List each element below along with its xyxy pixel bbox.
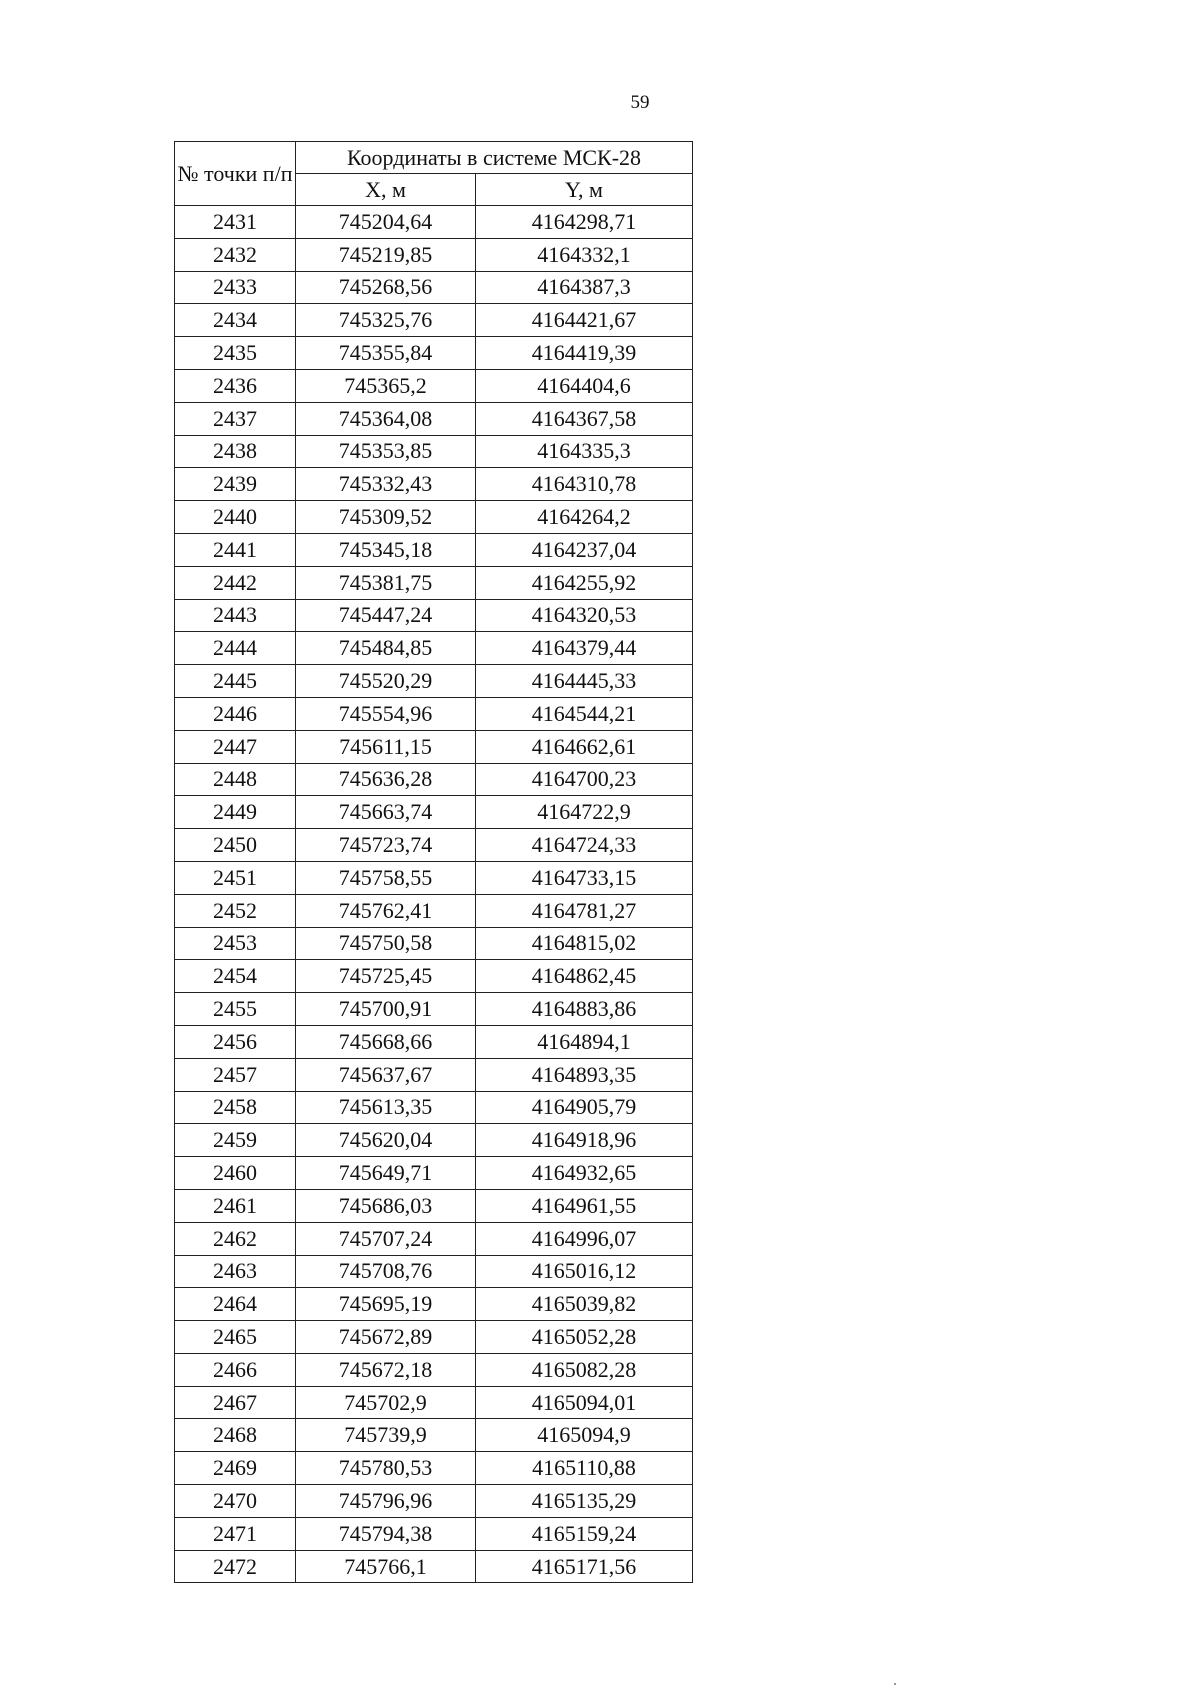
point-number-cell: 2461 — [175, 1189, 296, 1222]
y-coordinate-cell: 4165110,88 — [476, 1452, 693, 1485]
y-coordinate-cell: 4164237,04 — [476, 533, 693, 566]
table-row — [175, 1222, 693, 1255]
x-coordinate-cell: 745796,96 — [296, 1485, 476, 1518]
y-coordinate-cell: 4165082,28 — [476, 1353, 693, 1386]
y-coordinate-cell: 4164862,45 — [476, 960, 693, 993]
x-coordinate-cell: 745364,08 — [296, 402, 476, 435]
point-number-cell: 2450 — [175, 829, 296, 862]
table-row — [175, 632, 693, 665]
x-coordinate-cell: 745620,04 — [296, 1124, 476, 1157]
x-column-header: X, м — [296, 174, 476, 206]
point-number-cell: 2454 — [175, 960, 296, 993]
y-coordinate-cell: 4165039,82 — [476, 1288, 693, 1321]
table-row — [175, 1091, 693, 1124]
point-number-cell: 2460 — [175, 1157, 296, 1190]
y-coordinate-cell: 4164320,53 — [476, 599, 693, 632]
point-number-cell: 2467 — [175, 1386, 296, 1419]
y-coordinate-cell: 4164724,33 — [476, 829, 693, 862]
table-row — [175, 271, 693, 304]
y-coordinate-cell: 4164894,1 — [476, 1025, 693, 1058]
y-coordinate-cell: 4164445,33 — [476, 665, 693, 698]
table-row — [175, 206, 693, 239]
y-coordinate-cell: 4164781,27 — [476, 894, 693, 927]
y-coordinate-cell: 4164298,71 — [476, 206, 693, 239]
table-row — [175, 927, 693, 960]
point-number-cell: 2465 — [175, 1321, 296, 1354]
x-coordinate-cell: 745762,41 — [296, 894, 476, 927]
point-number-cell: 2471 — [175, 1517, 296, 1550]
table-row — [175, 1419, 693, 1452]
point-number-cell: 2452 — [175, 894, 296, 927]
table-row — [175, 369, 693, 402]
x-coordinate-cell: 745636,28 — [296, 763, 476, 796]
y-coordinate-cell: 4164733,15 — [476, 861, 693, 894]
point-number-cell: 2440 — [175, 501, 296, 534]
y-coordinate-cell: 4165135,29 — [476, 1485, 693, 1518]
point-number-cell: 2451 — [175, 861, 296, 894]
table-row — [175, 533, 693, 566]
x-coordinate-cell: 745353,85 — [296, 435, 476, 468]
y-coordinate-cell: 4165159,24 — [476, 1517, 693, 1550]
table-header-row — [175, 142, 693, 174]
x-coordinate-cell: 745663,74 — [296, 796, 476, 829]
table-row — [175, 861, 693, 894]
table-row — [175, 1058, 693, 1091]
point-number-cell: 2445 — [175, 665, 296, 698]
x-coordinate-cell: 745484,85 — [296, 632, 476, 665]
y-coordinate-cell: 4164662,61 — [476, 730, 693, 763]
x-coordinate-cell: 745268,56 — [296, 271, 476, 304]
y-coordinate-cell: 4164544,21 — [476, 697, 693, 730]
y-coordinate-cell: 4164255,92 — [476, 566, 693, 599]
table-row — [175, 468, 693, 501]
point-number-cell: 2455 — [175, 993, 296, 1026]
y-coordinate-cell: 4164310,78 — [476, 468, 693, 501]
table-row — [175, 1321, 693, 1354]
x-coordinate-cell: 745325,76 — [296, 304, 476, 337]
table-row — [175, 435, 693, 468]
point-number-cell: 2448 — [175, 763, 296, 796]
point-number-cell: 2449 — [175, 796, 296, 829]
x-coordinate-cell: 745219,85 — [296, 238, 476, 271]
y-coordinate-cell: 4164335,3 — [476, 435, 693, 468]
point-number-cell: 2442 — [175, 566, 296, 599]
table-row — [175, 1517, 693, 1550]
x-coordinate-cell: 745758,55 — [296, 861, 476, 894]
point-number-cell: 2437 — [175, 402, 296, 435]
x-coordinate-cell: 745649,71 — [296, 1157, 476, 1190]
x-coordinate-cell: 745686,03 — [296, 1189, 476, 1222]
point-number-cell: 2432 — [175, 238, 296, 271]
y-coordinate-cell: 4164332,1 — [476, 238, 693, 271]
table-row — [175, 665, 693, 698]
table-row — [175, 796, 693, 829]
x-coordinate-cell: 745554,96 — [296, 697, 476, 730]
coordinates-table — [174, 141, 693, 1583]
table-row — [175, 1157, 693, 1190]
y-coordinate-cell: 4164367,58 — [476, 402, 693, 435]
x-coordinate-cell: 745520,29 — [296, 665, 476, 698]
y-coordinate-cell: 4164387,3 — [476, 271, 693, 304]
point-number-cell: 2446 — [175, 697, 296, 730]
x-coordinate-cell: 745672,18 — [296, 1353, 476, 1386]
y-coordinate-cell: 4165016,12 — [476, 1255, 693, 1288]
table-row — [175, 1452, 693, 1485]
y-coordinate-cell: 4164893,35 — [476, 1058, 693, 1091]
y-coordinate-cell: 4164932,65 — [476, 1157, 693, 1190]
x-coordinate-cell: 745355,84 — [296, 337, 476, 370]
y-coordinate-cell: 4164419,39 — [476, 337, 693, 370]
y-coordinate-cell: 4164421,67 — [476, 304, 693, 337]
point-number-cell: 2458 — [175, 1091, 296, 1124]
table-row — [175, 238, 693, 271]
x-coordinate-cell: 745695,19 — [296, 1288, 476, 1321]
point-number-cell: 2439 — [175, 468, 296, 501]
point-number-cell: 2462 — [175, 1222, 296, 1255]
point-number-cell: 2436 — [175, 369, 296, 402]
table-row — [175, 1550, 693, 1583]
table-row — [175, 501, 693, 534]
point-number-cell: 2470 — [175, 1485, 296, 1518]
point-number-cell: 2464 — [175, 1288, 296, 1321]
coordinate-system-header: Координаты в системе МСК-28 — [296, 142, 693, 174]
table-row — [175, 1386, 693, 1419]
x-coordinate-cell: 745725,45 — [296, 960, 476, 993]
point-number-cell: 2441 — [175, 533, 296, 566]
y-coordinate-cell: 4164264,2 — [476, 501, 693, 534]
page-number: 59 — [630, 92, 650, 113]
y-coordinate-cell: 4164961,55 — [476, 1189, 693, 1222]
table-row — [175, 304, 693, 337]
x-coordinate-cell: 745381,75 — [296, 566, 476, 599]
table-row — [175, 566, 693, 599]
x-coordinate-cell: 745345,18 — [296, 533, 476, 566]
x-coordinate-cell: 745309,52 — [296, 501, 476, 534]
x-coordinate-cell: 745204,64 — [296, 206, 476, 239]
point-number-cell: 2433 — [175, 271, 296, 304]
table-row — [175, 402, 693, 435]
x-coordinate-cell: 745365,2 — [296, 369, 476, 402]
table-row — [175, 829, 693, 862]
x-coordinate-cell: 745739,9 — [296, 1419, 476, 1452]
y-coordinate-cell: 4164379,44 — [476, 632, 693, 665]
table-row — [175, 730, 693, 763]
x-coordinate-cell: 745613,35 — [296, 1091, 476, 1124]
y-coordinate-cell: 4164404,6 — [476, 369, 693, 402]
y-coordinate-cell: 4164883,86 — [476, 993, 693, 1026]
point-number-cell: 2468 — [175, 1419, 296, 1452]
table-row — [175, 763, 693, 796]
table-row — [175, 1255, 693, 1288]
table-row — [175, 1353, 693, 1386]
x-coordinate-cell: 745332,43 — [296, 468, 476, 501]
point-number-cell: 2463 — [175, 1255, 296, 1288]
x-coordinate-cell: 745702,9 — [296, 1386, 476, 1419]
table-row — [175, 697, 693, 730]
x-coordinate-cell: 745780,53 — [296, 1452, 476, 1485]
table-row — [175, 1189, 693, 1222]
point-number-cell: 2434 — [175, 304, 296, 337]
point-number-cell: 2456 — [175, 1025, 296, 1058]
x-coordinate-cell: 745668,66 — [296, 1025, 476, 1058]
point-number-cell: 2469 — [175, 1452, 296, 1485]
x-coordinate-cell: 745750,58 — [296, 927, 476, 960]
x-coordinate-cell: 745447,24 — [296, 599, 476, 632]
x-coordinate-cell: 745707,24 — [296, 1222, 476, 1255]
point-number-cell: 2431 — [175, 206, 296, 239]
point-number-cell: 2447 — [175, 730, 296, 763]
point-number-cell: 2453 — [175, 927, 296, 960]
table-row — [175, 894, 693, 927]
y-coordinate-cell: 4164700,23 — [476, 763, 693, 796]
y-coordinate-cell: 4164996,07 — [476, 1222, 693, 1255]
table-row — [175, 1485, 693, 1518]
point-number-cell: 2457 — [175, 1058, 296, 1091]
x-coordinate-cell: 745672,89 — [296, 1321, 476, 1354]
point-number-cell: 2438 — [175, 435, 296, 468]
point-number-cell: 2472 — [175, 1550, 296, 1583]
table-row — [175, 1025, 693, 1058]
point-number-cell: 2443 — [175, 599, 296, 632]
point-number-cell: 2435 — [175, 337, 296, 370]
x-coordinate-cell: 745794,38 — [296, 1517, 476, 1550]
table-row — [175, 960, 693, 993]
x-coordinate-cell: 745611,15 — [296, 730, 476, 763]
y-coordinate-cell: 4164918,96 — [476, 1124, 693, 1157]
point-number-cell: 2444 — [175, 632, 296, 665]
x-coordinate-cell: 745766,1 — [296, 1550, 476, 1583]
x-coordinate-cell: 745708,76 — [296, 1255, 476, 1288]
y-coordinate-cell: 4165171,56 — [476, 1550, 693, 1583]
point-number-cell: 2459 — [175, 1124, 296, 1157]
y-column-header: Y, м — [476, 174, 693, 206]
point-number-header: № точки п/п — [175, 142, 296, 206]
table-row — [175, 337, 693, 370]
scan-speck — [894, 1683, 896, 1685]
x-coordinate-cell: 745700,91 — [296, 993, 476, 1026]
point-number-cell: 2466 — [175, 1353, 296, 1386]
coordinates-table-body — [175, 142, 693, 1583]
y-coordinate-cell: 4164722,9 — [476, 796, 693, 829]
x-coordinate-cell: 745637,67 — [296, 1058, 476, 1091]
table-row — [175, 1124, 693, 1157]
table-row — [175, 599, 693, 632]
y-coordinate-cell: 4164815,02 — [476, 927, 693, 960]
table-row — [175, 1288, 693, 1321]
x-coordinate-cell: 745723,74 — [296, 829, 476, 862]
y-coordinate-cell: 4165052,28 — [476, 1321, 693, 1354]
table-row — [175, 993, 693, 1026]
y-coordinate-cell: 4165094,01 — [476, 1386, 693, 1419]
y-coordinate-cell: 4165094,9 — [476, 1419, 693, 1452]
y-coordinate-cell: 4164905,79 — [476, 1091, 693, 1124]
